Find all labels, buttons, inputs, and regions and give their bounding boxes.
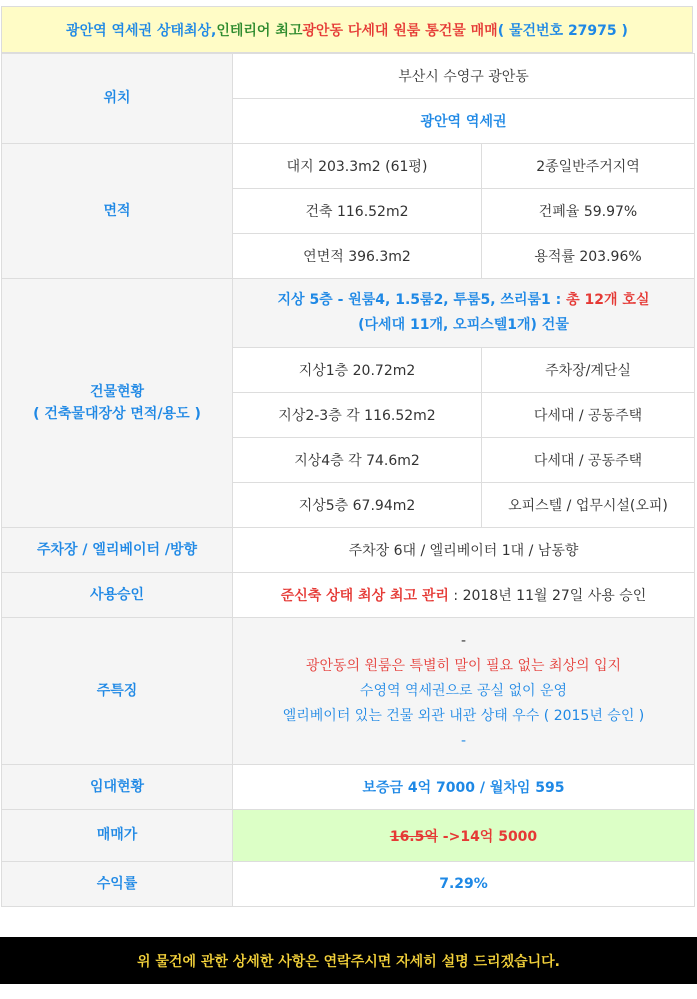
approval-value [233,573,695,618]
area-cell: 건축 116.52m2 [233,189,482,234]
location-label: 위치 [2,54,233,144]
building-label-sub: ( 건축물대장상 면적/용도 ) [33,406,201,422]
floor-use: 다세대 / 공동주택 [482,438,695,483]
features-line: 광안동의 원룸은 특별히 말이 필요 없는 최상의 입지 [305,657,622,674]
price-old: 16.5억 [389,828,438,845]
lease-label: 임대현황 [2,765,233,810]
area-row-1 [2,144,695,189]
approval-date: : 2018년 11월 27일 사용 승인 [448,588,647,604]
building-summary [233,279,695,348]
features-line: - [460,632,467,649]
lease-row [2,765,695,810]
listing-title [1,6,693,53]
location-station: 광안역 역세권 [233,99,695,144]
price-value [233,810,695,862]
approval-highlight: 준신축 상태 최상 최고 관리 [280,588,449,604]
parking-label: 주차장 / 엘리베이터 /방향 [2,528,233,573]
title-part-3: 광안동 다세대 원룸 통건물 매매 [302,22,498,39]
floor-use: 주차장/계단실 [482,348,695,393]
parking-value: 주차장 6대 / 엘리베이터 1대 / 남동향 [233,528,695,573]
parking-row [2,528,695,573]
area-cell: 건폐율 59.97% [482,189,695,234]
title-part-2: 인테리어 최고 [216,22,303,39]
features-line: 엘리베이터 있는 건물 외관 내관 상태 우수 ( 2015년 승인 ) [282,707,645,724]
features-row [2,618,695,765]
area-cell: 대지 203.3m2 (61평) [233,144,482,189]
yield-row [2,862,695,907]
approval-label: 사용승인 [2,573,233,618]
building-label [2,279,233,528]
area-cell: 2종일반주거지역 [482,144,695,189]
features-list [233,618,695,765]
lease-value: 보증금 4억 7000 / 월차임 595 [233,765,695,810]
building-summary-red: 총 12개 호실 [566,292,650,308]
location-address: 부산시 수영구 광안동 [233,54,695,99]
location-row [2,54,695,99]
features-line: 수영역 역세권으로 공실 없이 운영 [359,682,568,699]
floor-area: 지상2-3층 각 116.52m2 [233,393,482,438]
property-info-table [1,53,695,907]
approval-row [2,573,695,618]
floor-use: 다세대 / 공동주택 [482,393,695,438]
building-summary-row [2,279,695,348]
floor-area: 지상1층 20.72m2 [233,348,482,393]
price-label: 매매가 [2,810,233,862]
features-label: 주특징 [2,618,233,765]
title-part-1: 광안역 역세권 상태최상, [66,22,217,39]
price-row [2,810,695,862]
floor-area: 지상5층 67.94m2 [233,483,482,528]
area-cell: 용적률 203.96% [482,234,695,279]
area-label: 면적 [2,144,233,279]
building-summary-blue: 지상 5층 - 원룸4, 1.5룸2, 투룸5, 쓰리룸1 : [277,292,567,308]
features-line: - [460,732,467,749]
floor-area: 지상4층 각 74.6m2 [233,438,482,483]
title-part-4: ( 물건번호 27975 ) [497,22,628,39]
building-label-main: 건물현황 [89,383,145,400]
yield-label: 수익률 [2,862,233,907]
area-cell: 연면적 396.3m2 [233,234,482,279]
price-new: ->14억 5000 [437,828,538,845]
building-summary-line2: (다세대 11개, 오피스텔1개) 건물 [358,317,569,333]
yield-value: 7.29% [233,862,695,907]
footer-contact-banner: 위 물건에 관한 상세한 사항은 연락주시면 자세히 설명 드리겠습니다. [0,937,697,984]
floor-use: 오피스텔 / 업무시설(오피) [482,483,695,528]
